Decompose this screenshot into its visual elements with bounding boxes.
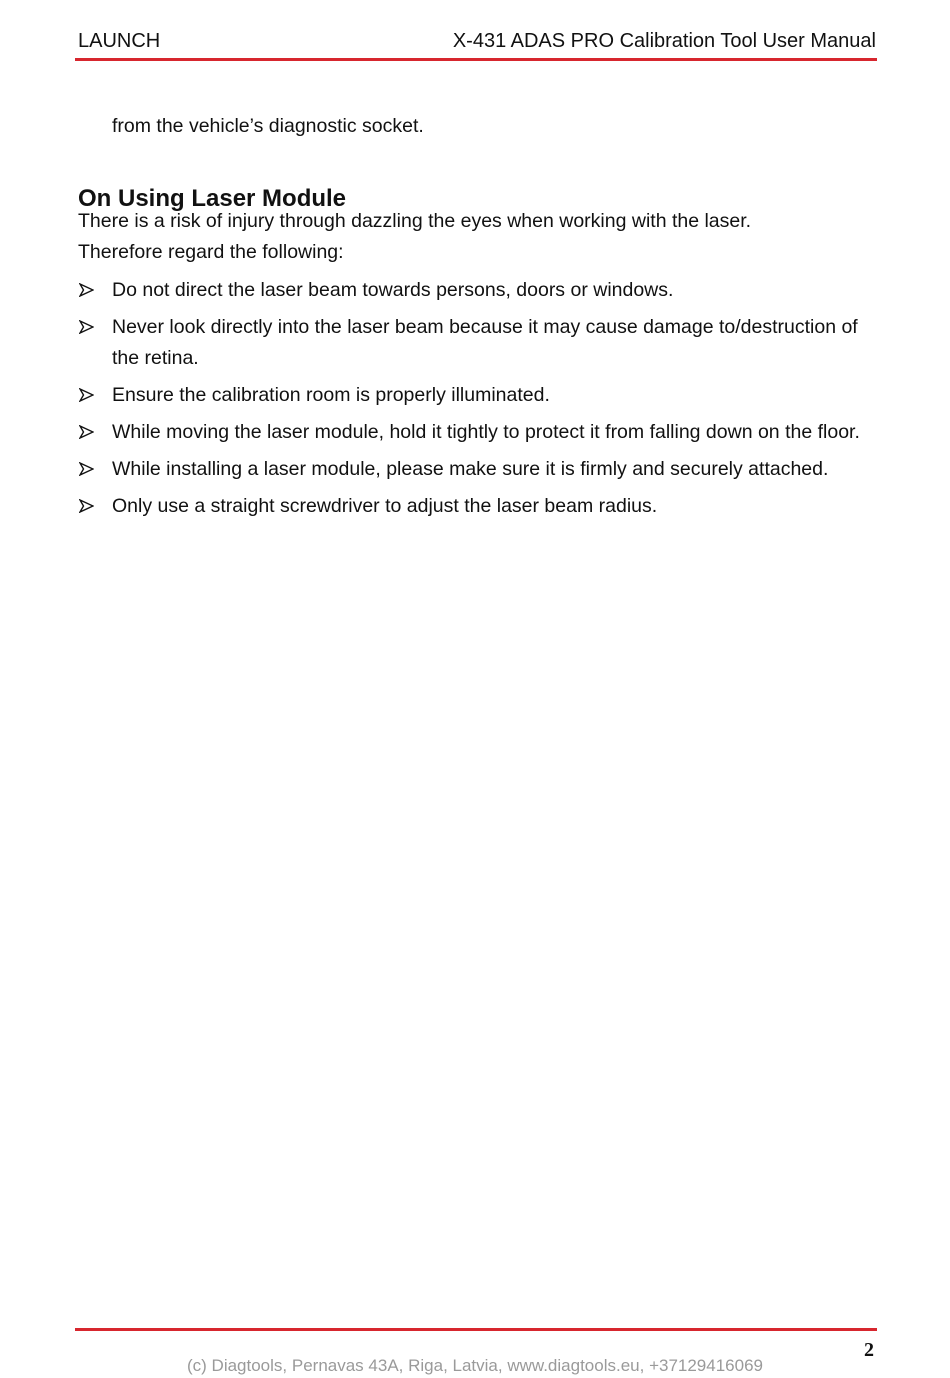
page-number: 2 [864, 1339, 874, 1361]
list-item [78, 417, 878, 448]
list-item [78, 312, 878, 374]
list-item-text: Never look directly into the laser beam because it may cause damage to/destruction of the retina. [112, 316, 858, 369]
arrowhead-bullet-icon [79, 454, 95, 485]
footer-divider [75, 1328, 877, 1331]
footer-credit: (c) Diagtools, Pernavas 43A, Riga, Latvia, www.diagtools.eu, +37129416069 [187, 1356, 763, 1375]
warning-paragraph [78, 206, 838, 268]
section-heading: On Using Laser Module [78, 184, 347, 212]
arrowhead-bullet-icon [79, 417, 95, 448]
warning-line: Therefore regard the following: [78, 241, 344, 263]
list-item-text: Do not direct the laser beam towards persons, doors or windows. [112, 279, 674, 301]
list-item [78, 491, 878, 522]
manual-title: X-431 ADAS PRO Calibration Tool User Manual [452, 30, 876, 52]
list-item [78, 380, 878, 411]
arrowhead-bullet-icon [79, 312, 95, 343]
list-item [78, 275, 878, 306]
laser-safety-list [78, 275, 878, 528]
brand-name: LAUNCH [78, 30, 161, 52]
list-item-text: While installing a laser module, please make sure it is firmly and securely attached. [112, 458, 829, 480]
list-item-text: While moving the laser module, hold it tightly to protect it from falling down on the floor. [112, 421, 860, 443]
arrowhead-bullet-icon [79, 275, 95, 306]
list-item-text: Only use a straight screwdriver to adjust the laser beam radius. [112, 495, 658, 517]
header-divider [75, 58, 877, 61]
warning-line: There is a risk of injury through dazzling the eyes when working with the laser. [78, 210, 752, 232]
page-header [78, 28, 876, 54]
list-item [78, 454, 878, 485]
list-item-text: Ensure the calibration room is properly illuminated. [112, 384, 550, 406]
arrowhead-bullet-icon [79, 380, 95, 411]
intro-text: from the vehicle’s diagnostic socket. [112, 115, 424, 137]
arrowhead-bullet-icon [79, 491, 95, 522]
